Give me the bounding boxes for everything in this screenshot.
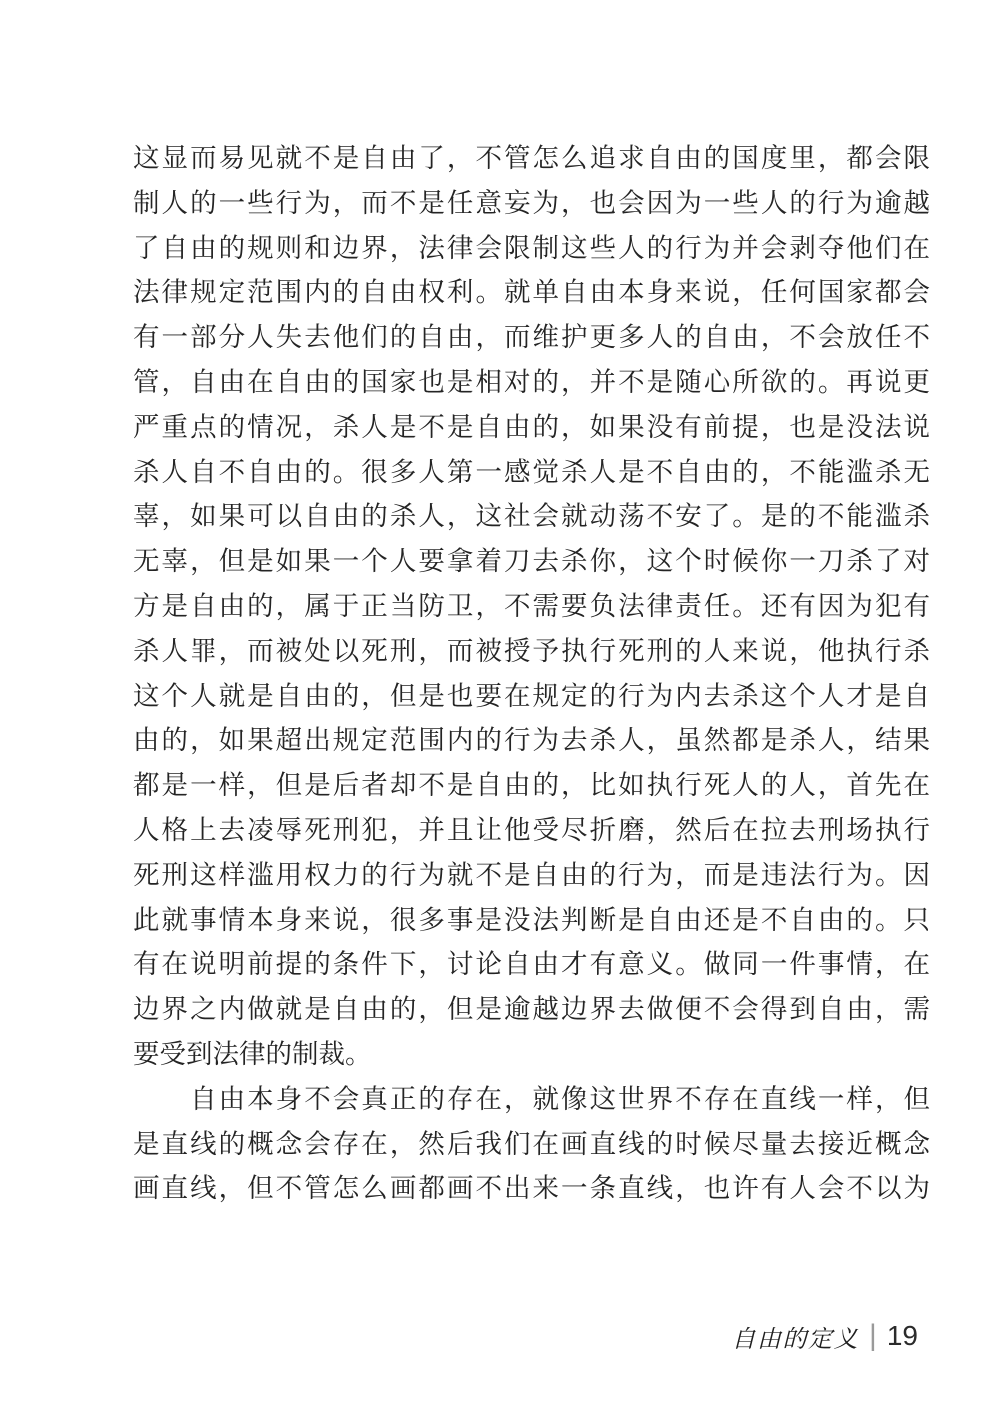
text-line: 都是一样，但是后者却不是自由的，比如执行死人的人，首先在 <box>133 770 930 801</box>
page-footer <box>732 1318 918 1354</box>
text-line: 是直线的概念会存在，然后我们在画直线的时候尽量去接近概念 <box>133 1128 930 1159</box>
text-line: 画直线，但不管怎么画都画不出来一条直线，也许有人会不以为 <box>133 1173 930 1204</box>
text-line: 辜，如果可以自由的杀人，这社会就动荡不安了。是的不能滥杀 <box>133 501 930 532</box>
text-line: 了自由的规则和边界，法律会限制这些人的行为并会剥夺他们在 <box>133 232 930 263</box>
text-line: 有在说明前提的条件下，讨论自由才有意义。做同一件事情，在 <box>133 949 930 980</box>
text-line: 自由本身不会真正的存在，就像这世界不存在直线一样，但 <box>133 1083 930 1114</box>
text-line: 这个人就是自由的，但是也要在规定的行为内去杀这个人才是自 <box>133 680 930 711</box>
text-line: 杀人罪，而被处以死刑，而被授予执行死刑的人来说，他执行杀 <box>133 635 930 666</box>
footer-chapter-title: 自由的定义 <box>731 1326 860 1353</box>
footer-page-number: 19 <box>886 1320 918 1351</box>
body-text <box>133 136 930 1211</box>
text-line: 死刑这样滥用权力的行为就不是自由的行为，而是违法行为。因 <box>133 859 930 890</box>
text-line: 此就事情本身来说，很多事是没法判断是自由还是不自由的。只 <box>133 904 930 935</box>
text-line: 边界之内做就是自由的，但是逾越边界去做便不会得到自由，需 <box>133 994 930 1025</box>
text-line: 人格上去凌辱死刑犯，并且让他受尽折磨，然后在拉去刑场执行 <box>133 814 930 845</box>
text-line: 有一部分人失去他们的自由，而维护更多人的自由，不会放任不 <box>133 322 930 353</box>
text-line: 杀人自不自由的。很多人第一感觉杀人是不自由的，不能滥杀无 <box>133 456 930 487</box>
text-line: 严重点的情况，杀人是不是自由的，如果没有前提，也是没法说 <box>133 411 930 442</box>
text-line: 要受到法律的制裁。 <box>133 1038 372 1069</box>
text-line: 制人的一些行为，而不是任意妄为，也会因为一些人的行为逾越 <box>133 187 930 218</box>
text-line: 方是自由的，属于正当防卫，不需要负法律责任。还有因为犯有 <box>133 590 930 621</box>
text-line: 这显而易见就不是自由了，不管怎么追求自由的国度里，都会限 <box>133 143 930 173</box>
text-line: 法律规定范围内的自由权利。就单自由本身来说，任何国家都会 <box>133 277 930 308</box>
text-line: 无辜，但是如果一个人要拿着刀去杀你，这个时候你一刀杀了对 <box>133 546 930 577</box>
text-line: 管，自由在自由的国家也是相对的，并不是随心所欲的。再说更 <box>133 366 930 397</box>
footer-separator-bar: | <box>869 1319 877 1352</box>
text-line: 由的，如果超出规定范围内的行为去杀人，虽然都是杀人，结果 <box>133 725 930 756</box>
